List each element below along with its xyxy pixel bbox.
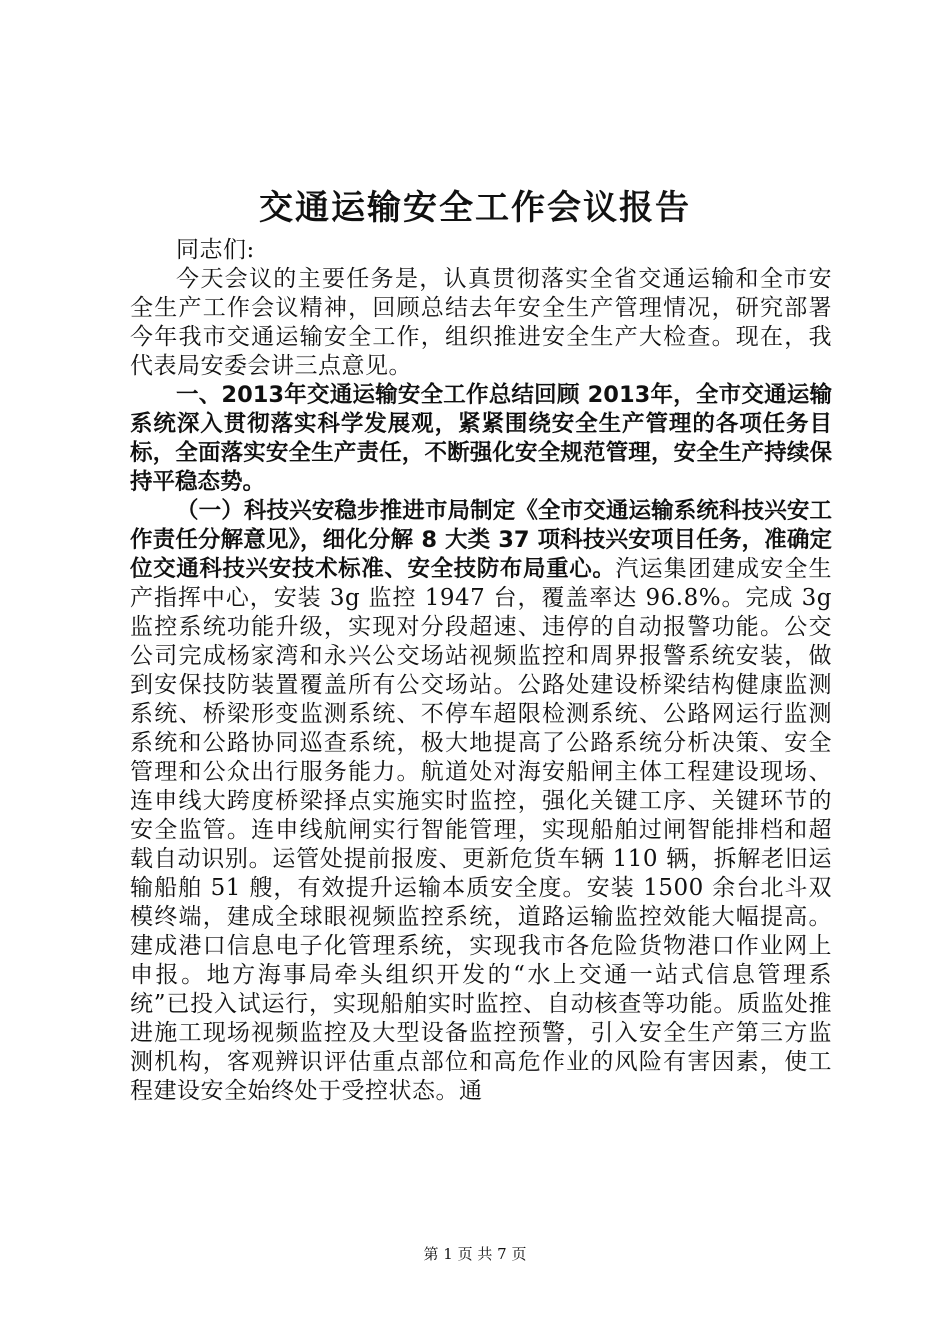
subsection-1-lead: （一）科技兴安稳步推进市局制定《全市交通运输系统科技兴安工作责任分解意见》，细化分解 8 大类 37 项科技兴安项目任务，准确定位交通科技兴安技术标准、安全技防布局重心。 — [130, 498, 832, 582]
document-body — [130, 236, 832, 1106]
section-1-paragraph: 一、2013年交通运输安全工作总结回顾 2013年，全市交通运输系统深入贯彻落实科学发展观，紧紧围绕安全生产管理的各项任务目标，全面落实安全生产责任，不断强化安全规范管理，安全生产持续保持平稳态势。 — [130, 382, 832, 495]
subsection-1-paragraph — [130, 497, 832, 1106]
document-title: 交通运输安全工作会议报告 — [259, 188, 691, 228]
page-footer: 第 1 页 共 7 页 — [423, 1245, 527, 1263]
intro-paragraph: 今天会议的主要任务是，认真贯彻落实全省交通运输和全市安全生产工作会议精神，回顾总结去年安全生产管理情况，研究部署今年我市交通运输安全工作，组织推进安全生产大检查。现在，我代表局安委会讲三点意见。 — [130, 266, 832, 379]
subsection-1-body: 汽运集团建成安全生产指挥中心，安装 3g 监控 1947 台，覆盖率达 96.8%。完成 3g 监控系统功能升级，实现对分段超速、违停的自动报警功能。公交公司完成杨家湾和永兴公交场站视频监控和周界报警系统安装，做到安保技防装置覆盖所有公交场站。公路处建设桥梁结构健康监测系统、桥梁形变监测系统、不停车超限检测系统、公路网运行监测系统和公路协同巡查系统，极大地提高了公路系统分析决策、安全管理和公众出行服务能力。航道处对海安船闸主体工程建设现场、连申线大跨度桥梁择点实施实时监控，强化关键工序、关键环节的安全监管。连申线航闸实行智能管理，实现船舶过闸智能排档和超载自动识别。运管处提前报废、更新危货车辆 110 辆，拆解老旧运输船舶 51 艘，有效提升运输本质安全度。安装 1500 余台北斗双模终端，建成全球眼视频监控系统，道路运输监控效能大幅提高。建成港口信息电子化管理系统，实现我市各危险货物港口作业网上申报。地方海事局牵头组织开发的“水上交通一站式信息管理系统”已投入试运行，实现船舶实时监控、自动核查等功能。质监处推进施工现场视频监控及大型设备监控预警，引入安全生产第三方监测机构，客观辨识评估重点部位和高危作业的风险有害因素，使工程建设安全始终处于受控状态。通 — [130, 556, 832, 1104]
greeting-paragraph: 同志们: — [176, 237, 255, 263]
